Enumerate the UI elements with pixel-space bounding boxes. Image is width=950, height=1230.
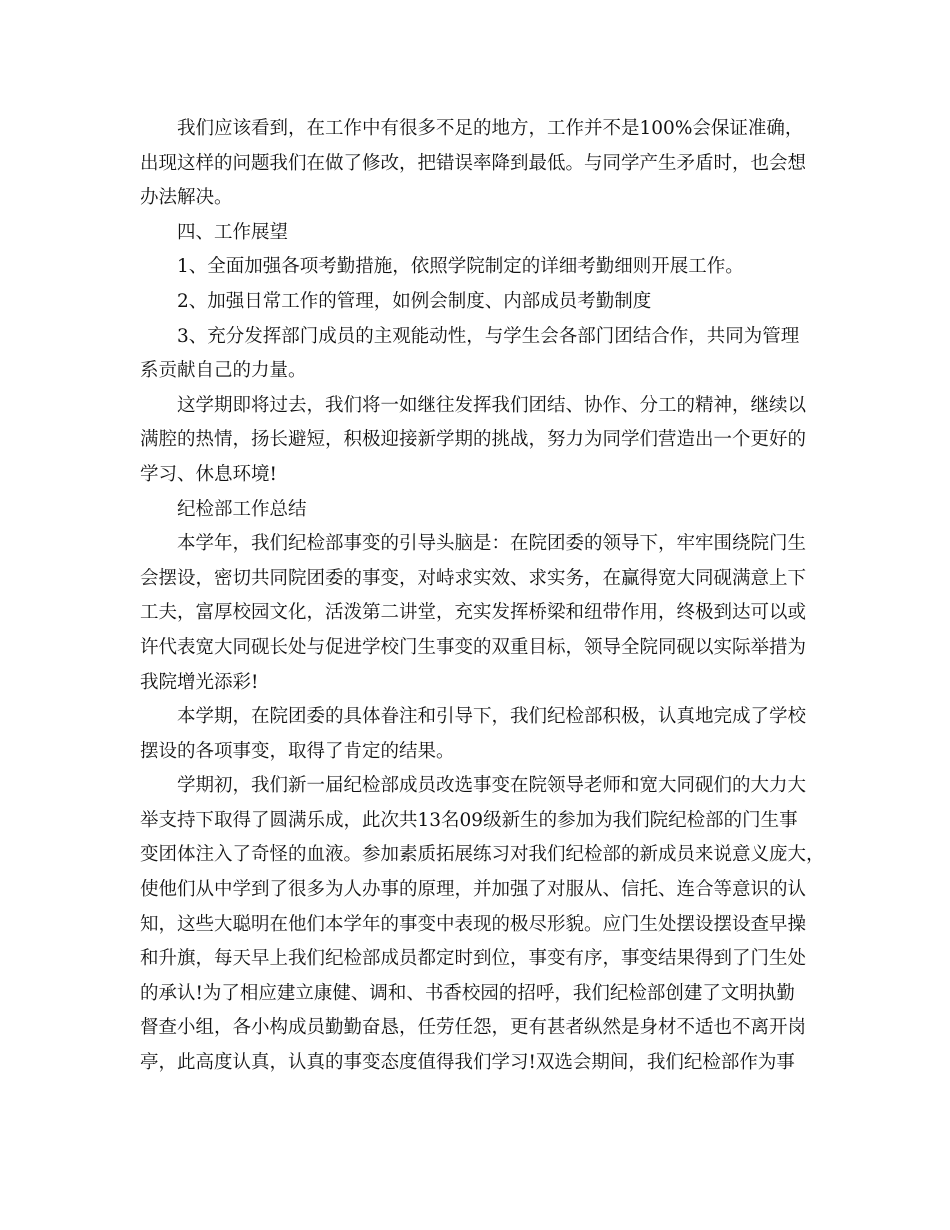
text-line: 举支持下取得了圆满乐成，此次共13名09级新生的参加为我们院纪检部的门生事 [140,809,798,831]
text-line: 摆设的各项事变，取得了肯定的结果。 [140,740,455,762]
text-line: 和升旗，每天早上我们纪检部成员都定时到位，事变有序，事变结果得到了门生处 [140,948,807,970]
document-body [140,112,830,1081]
text-line: 出现这样的问题我们在做了修改，把错误率降到最低。与同学产生矛盾时，也会想 [140,152,807,174]
text-line: 2、加强日常工作的管理，如例会制度、内部成员考勤制度 [177,290,652,312]
text-line: 本学年，我们纪检部事变的引导头脑是：在院团委的领导下，牢牢围绕院门生 [177,533,807,555]
text-line: 督查小组，各小构成员勤勤奋恳，任劳任怨，更有甚者纵然是身材不适也不离开岗 [140,1017,807,1039]
text-line: 本学期，在院团委的具体眷注和引导下，我们纪检部积极，认真地完成了学校 [177,706,807,728]
text-line: 这学期即将过去，我们将一如继往发挥我们团结、协作、分工的精神，继续以 [177,394,807,416]
text-line: 亭，此高度认真，认真的事变态度值得我们学习!双选会期间，我们纪检部作为事 [140,1052,795,1074]
text-line: 3、充分发挥部门成员的主观能动性，与学生会各部门团结合作，共同为管理 [177,325,800,347]
text-line: 许代表宽大同砚长处与促进学校门生事变的双重目标，领导全院同砚以实际举措为 [140,636,807,658]
text-line: 满腔的热情，扬长避短，积极迎接新学期的挑战，努力为同学们营造出一个更好的 [140,429,807,451]
text-line: 纪检部工作总结 [177,498,307,520]
text-line: 的承认!为了相应建立康健、调和、书香校园的招呼，我们纪检部创建了文明执勤 [140,982,795,1004]
text-line: 1、全面加强各项考勤措施，依照学院制定的详细考勤细则开展工作。 [177,256,744,278]
document-page [140,112,830,1081]
text-line: 系贡献自己的力量。 [140,360,307,382]
text-line: 使他们从中学到了很多为人办事的原理，并加强了对服从、信托、连合等意识的认 [140,879,807,901]
text-line: 会摆设，密切共同院团委的事变，对峙求实效、求实务，在赢得宽大同砚满意上下 [140,567,807,589]
text-line: 我院增光添彩! [140,671,259,693]
text-line: 学期初，我们新一届纪检部成员改选事变在院领导老师和宽大同砚们的大力大 [177,775,807,797]
text-line: 学习、休息环境! [140,463,277,485]
text-line: 我们应该看到，在工作中有很多不足的地方，工作并不是100%会保证准确， [177,118,804,139]
text-line: 办法解决。 [140,187,233,209]
text-line: 变团体注入了奇怪的血液。参加素质拓展练习对我们纪检部的新成员来说意义庞大， [140,844,825,866]
text-line: 知，这些大聪明在他们本学年的事变中表现的极尽形貌。应门生处摆设摆设查早操 [140,913,807,935]
text-line: 工夫，富厚校园文化，活泼第二讲堂，充实发挥桥梁和纽带作用，终极到达可以或 [140,602,807,624]
text-line: 四、工作展望 [177,221,289,243]
